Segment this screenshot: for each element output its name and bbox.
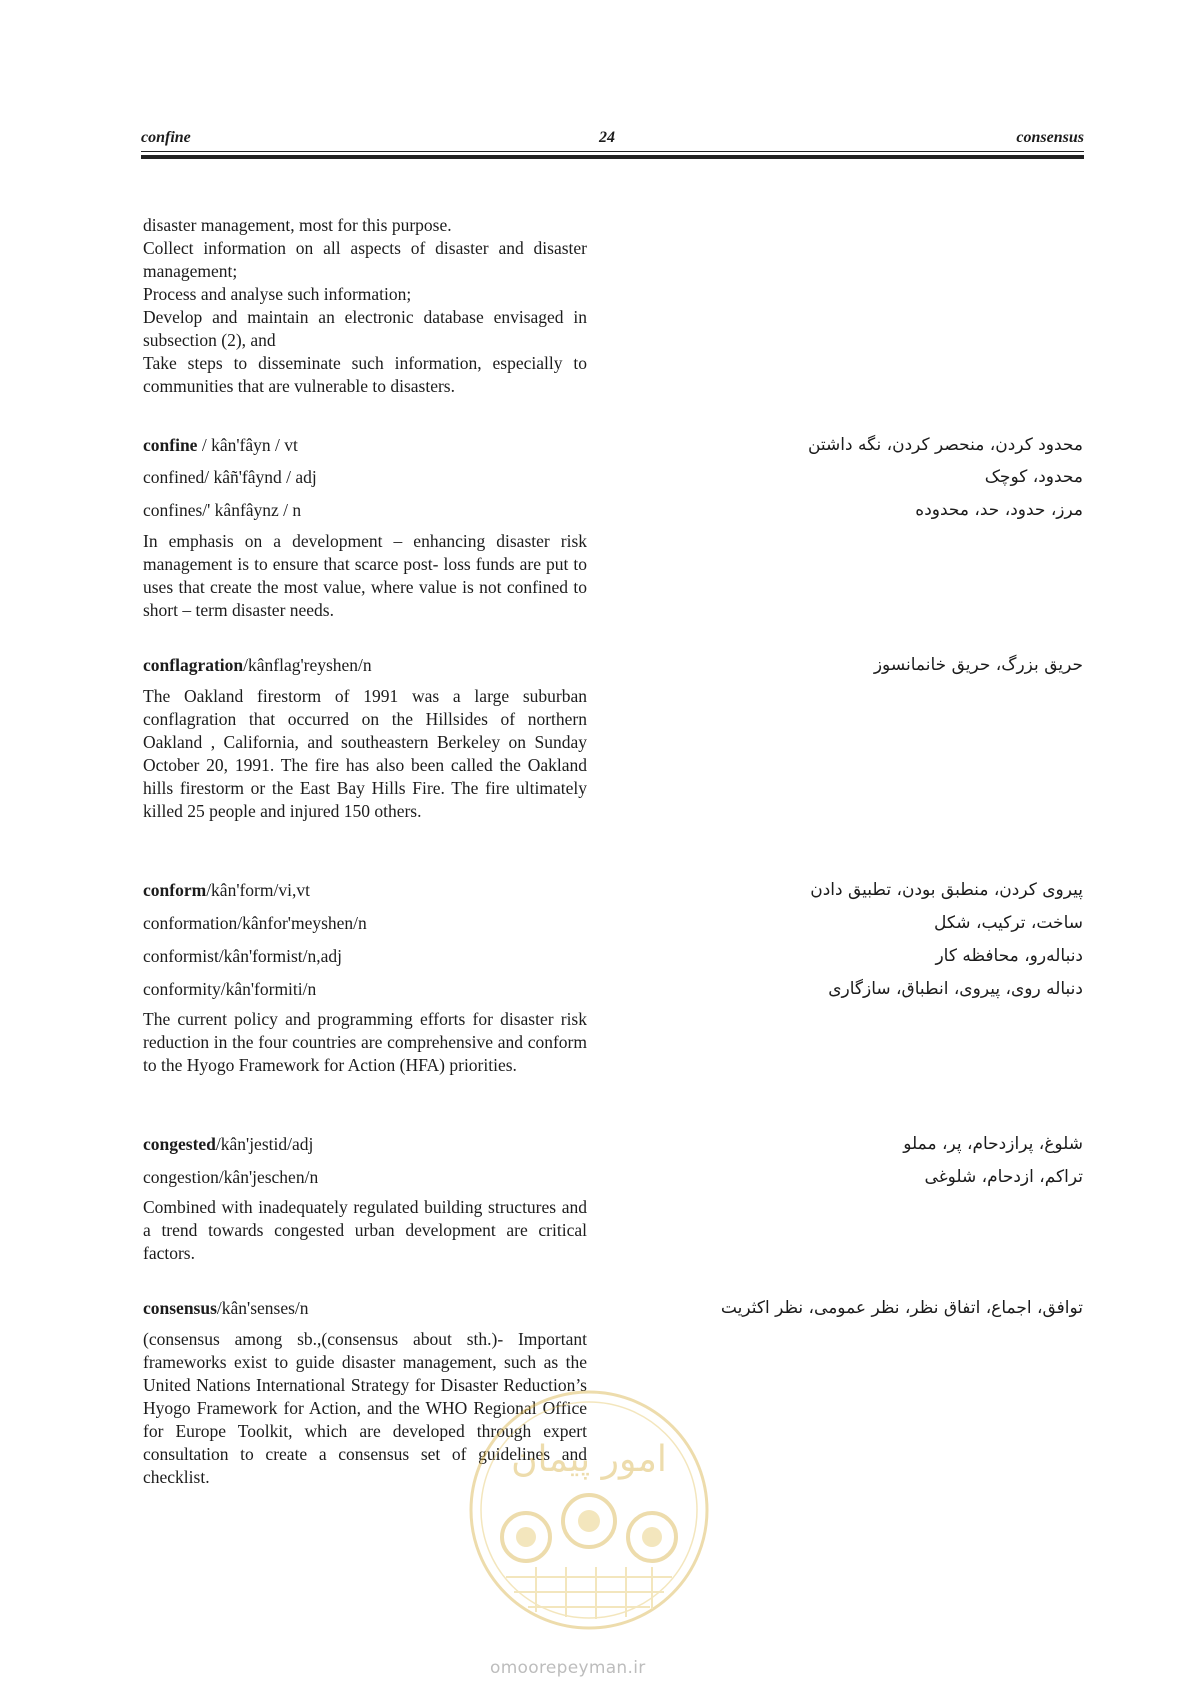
header-rule-thin	[141, 151, 1084, 152]
entry-congestion-translation: تراکم، ازدحام، شلوغی	[924, 1167, 1083, 1187]
entry-conform-translation: پیروی کردن، منطبق بودن، تطبیق دادن	[810, 880, 1083, 900]
header-last-word: consensus	[1016, 129, 1084, 146]
entry-conformation-translation: ساخت، ترکیب، شکل	[934, 913, 1083, 933]
pronunciation: / kân'fâyn / vt	[197, 435, 298, 455]
intro-line: disaster management, most for this purpose.	[143, 215, 452, 235]
entry-congested-translation: شلوغ، پرازدحام، پر، مملو	[903, 1134, 1083, 1154]
intro-line: Develop and maintain an electronic database envisaged in subsection (2), and	[143, 307, 587, 350]
entry-confine-headword	[143, 434, 298, 457]
entry-conformist-translation: دنباله‌رو، محافظه کار	[935, 946, 1083, 966]
pronunciation: /kân'jestid/adj	[215, 1134, 314, 1154]
intro-line: Process and analyse such information;	[143, 284, 412, 304]
watermark-site: omoorepeyman.ir	[490, 1658, 646, 1678]
entry-conflagration-headword	[143, 654, 372, 677]
page-header	[141, 127, 1084, 161]
entry-congested-example: Combined with inadequately regulated building structures and a trend towards congested urban development are critical factors.	[143, 1197, 587, 1263]
intro-line: Collect information on all aspects of disaster and disaster management;	[143, 238, 587, 281]
header-first-word: confine	[141, 129, 191, 146]
pronunciation: /kânflag'reyshen/n	[243, 655, 372, 675]
watermark-brand: امور پیمان	[511, 1439, 667, 1480]
entry-confines: confines/' kânfâynz / n	[143, 500, 302, 520]
intro-line: Take steps to disseminate such information, especially to communities that are vulnerable to disasters.	[143, 353, 587, 396]
entry-conformity: conformity/kân'formiti/n	[143, 979, 317, 999]
entry-conformity-translation: دنباله روی، پیروی، انطباق، سازگاری	[828, 979, 1083, 999]
header-rule-thick	[141, 155, 1084, 159]
entry-conformation: conformation/kânfor'meyshen/n	[143, 913, 367, 933]
entry-confined-translation: محدود، کوچک	[984, 467, 1083, 487]
headword: consensus	[143, 1298, 217, 1318]
headword: congested	[143, 1134, 216, 1154]
pronunciation: /kân'form/vi,vt	[206, 880, 310, 900]
entry-confine-translation: محدود کردن، منحصر کردن، نگه داشتن	[807, 435, 1083, 455]
entry-conform-headword	[143, 879, 310, 902]
entry-conflagration-example: The Oakland firestorm of 1991 was a large suburban conflagration that occurred on the Hillsides of northern Oakland , California, and southeastern Berkeley on Sunday October 20, 1991. The fire has also been called the Oakland hills firestorm or the East Bay Hills Fire. The fire ultimately killed 25 people and injured 150 others.	[143, 686, 587, 821]
entry-consensus-headword	[143, 1297, 309, 1320]
page-number: 24	[599, 129, 615, 146]
entry-consensus-translation: توافق، اجماع، اتفاق نظر، نظر عمومی، نظر اکثریت	[720, 1298, 1083, 1318]
watermark-logo	[466, 1387, 712, 1633]
entry-confined: confined/ kâñ'fâynd / adj	[143, 467, 317, 487]
headword: conflagration	[143, 655, 244, 675]
entry-congestion: congestion/kân'jeschen/n	[143, 1167, 319, 1187]
entry-confines-translation: مرز، حدود، حد، محدوده	[915, 500, 1083, 520]
entry-conflagration-translation: حریق بزرگ، حریق خانمانسوز	[873, 655, 1083, 675]
headword: conform	[143, 880, 207, 900]
entry-congested-headword	[143, 1133, 313, 1156]
entry-consensus-example: (consensus among sb.,(consensus about sth.)- Important frameworks exist to guide disaster management, such as the United Nations International Strategy for Disaster Reduction’s Hyogo Framework for Action, and the WHO Regional Office for Europe Toolkit, which are developed through expert consultation to create a consensus set of guidelines and checklist.	[143, 1329, 587, 1487]
entry-conformist: conformist/kân'formist/n,adj	[143, 946, 343, 966]
pronunciation: /kân'senses/n	[216, 1298, 309, 1318]
entry-confine-example: In emphasis on a development – enhancing disaster risk management is to ensure that scarce post- loss funds are put to uses that create the most value, where value is not confined to short – term disaster needs.	[143, 531, 587, 620]
intro-continuation	[143, 214, 587, 398]
headword: confine	[143, 435, 198, 455]
entry-conform-example: The current policy and programming efforts for disaster risk reduction in the four countries are comprehensive and conform to the Hyogo Framework for Action (HFA) priorities.	[143, 1009, 587, 1075]
